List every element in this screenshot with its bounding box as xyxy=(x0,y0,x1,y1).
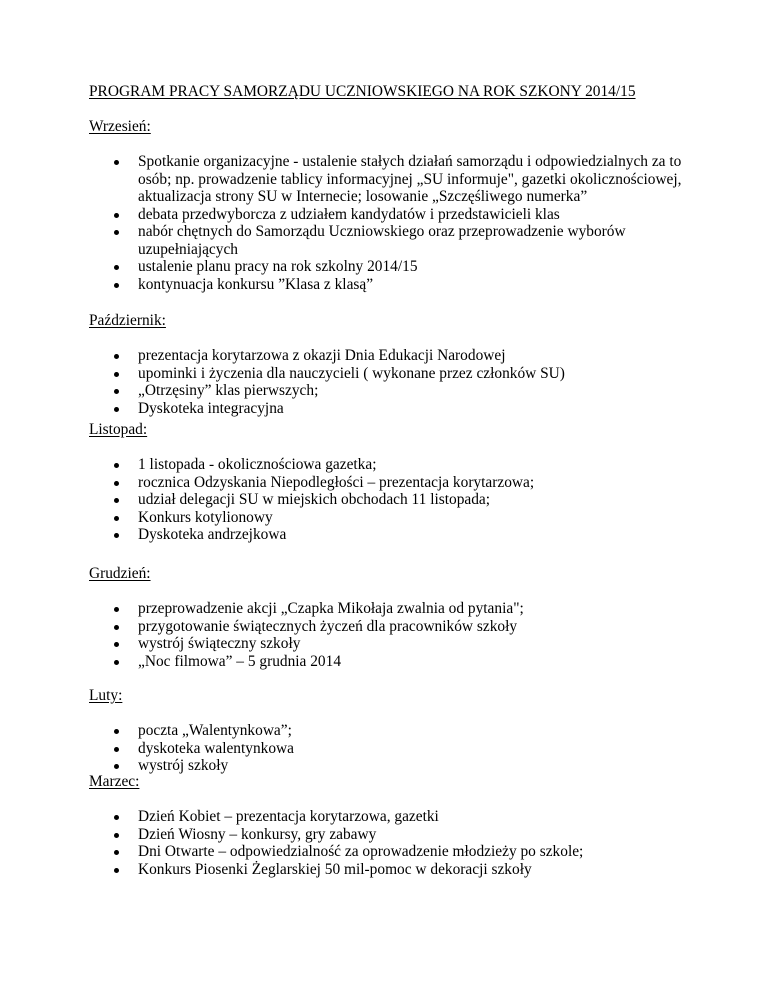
list-item: wystrój szkoły xyxy=(89,757,698,775)
list-item: debata przedwyborcza z udziałem kandydatów i przedstawicieli klas xyxy=(89,206,698,224)
item-list xyxy=(89,456,689,544)
list-item: udział delegacji SU w miejskich obchodach 11 listopada; xyxy=(89,491,698,509)
list-item: Dni Otwarte – odpowiedzialność za oprowadzenie młodzieży po szkole; xyxy=(89,843,698,861)
section-heading: Listopad: xyxy=(89,421,148,438)
list-item: nabór chętnych do Samorządu Uczniowskiego oraz przeprowadzenie wyborów uzupełniających xyxy=(89,223,698,258)
list-item: Dyskoteka integracyjna xyxy=(89,400,698,418)
item-list xyxy=(89,153,689,293)
list-item: wystrój świąteczny szkoły xyxy=(89,635,698,653)
list-item: ustalenie planu pracy na rok szkolny 2014/15 xyxy=(89,258,698,276)
list-item: kontynuacja konkursu ”Klasa z klasą” xyxy=(89,276,698,294)
section-heading: Październik: xyxy=(89,312,166,329)
list-item: 1 listopada - okolicznościowa gazetka; xyxy=(89,456,698,474)
list-item: Dzień Wiosny – konkursy, gry zabawy xyxy=(89,826,698,844)
list-item: poczta „Walentynkowa”; xyxy=(89,722,698,740)
list-item: rocznica Odzyskania Niepodległości – prezentacja korytarzowa; xyxy=(89,474,698,492)
document-title: PROGRAM PRACY SAMORZĄDU UCZNIOWSKIEGO NA ROK SZKONY 2014/15 xyxy=(89,83,636,100)
section-heading: Wrzesień: xyxy=(89,118,151,135)
item-list xyxy=(89,808,689,878)
item-list xyxy=(89,347,689,417)
list-item: przeprowadzenie akcji „Czapka Mikołaja zwalnia od pytania"; xyxy=(89,600,698,618)
list-item: Konkurs kotylionowy xyxy=(89,509,698,527)
list-item: Konkurs Piosenki Żeglarskiej 50 mil-pomoc w dekoracji szkoły xyxy=(89,861,698,879)
section-heading: Grudzień: xyxy=(89,565,151,582)
section-luty xyxy=(89,687,689,775)
section-listopad xyxy=(89,421,689,544)
list-item: przygotowanie świątecznych życzeń dla pracowników szkoły xyxy=(89,618,698,636)
list-item: „Noc filmowa” – 5 grudnia 2014 xyxy=(89,653,698,671)
list-item: dyskoteka walentynkowa xyxy=(89,740,698,758)
section-marzec xyxy=(89,773,689,878)
list-item: „Otrzęsiny” klas pierwszych; xyxy=(89,382,698,400)
list-item: Dzień Kobiet – prezentacja korytarzowa, gazetki xyxy=(89,808,698,826)
list-item: Dyskoteka andrzejkowa xyxy=(89,526,698,544)
list-item: prezentacja korytarzowa z okazji Dnia Edukacji Narodowej xyxy=(89,347,698,365)
section-heading: Luty: xyxy=(89,687,123,704)
item-list xyxy=(89,722,689,775)
list-item: upominki i życzenia dla nauczycieli ( wykonane przez członków SU) xyxy=(89,365,698,383)
section-wrzesien xyxy=(89,118,689,293)
item-list xyxy=(89,600,689,670)
section-pazdziernik xyxy=(89,312,689,417)
section-grudzien xyxy=(89,565,689,670)
list-item: Spotkanie organizacyjne - ustalenie stałych działań samorządu i odpowiedzialnych za to osób; np. prowadzenie tablicy informacyjnej „SU informuje", gazetki okolicznościowej, aktualizacja strony SU w Internecie; losowanie „Szczęśliwego numerka” xyxy=(89,153,698,206)
section-heading: Marzec: xyxy=(89,773,140,790)
